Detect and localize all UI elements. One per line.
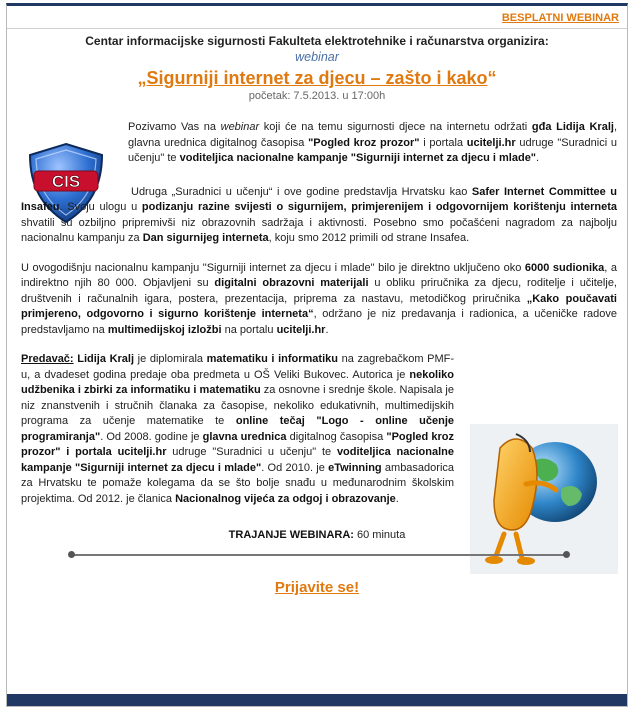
intro-paragraph: Pozivamo Vas na webinar koji će na temu sigurnosti djece na internetu održati gđa Lidija Kralj, glavna urednica digitalnog časopisa "Pogled kroz prozor" i portala ucitelji.hr udruge "Suradnici u učenju" te voditeljica nacionalne kampanje "Sigurniji internet za djecu i mlade".	[128, 121, 618, 164]
header	[7, 29, 627, 102]
organizer-text: Centar informacijske sigurnosti Fakulteta elektrotehnike i računarstva organizira:	[85, 34, 549, 48]
campaign-paragraph: U ovogodišnju nacionalnu kampanju "Sigurniji internet za djecu i mlade" bilo je direktno uključeno oko 6000 sudionika, a indirektno njih 80 000. Objavljeni su digitalni obrazovni materijali u obliku priručnika za djecu, roditelje i učitelje, društvenih i računalnih igara, postera, prezentacija, priprema za nastavu, metodičkog priručnika „Kako poučavati primjereno, odgovorno i sigurno korištenje interneta“, održano je niz predavanja i radionica, a učeničke radove predstavljamo na multimedijskoj izložbi na portalu ucitelji.hr.	[21, 261, 618, 336]
divider-dot-left	[68, 551, 75, 558]
title-open-quote: „	[137, 68, 147, 88]
signup-section	[7, 579, 627, 597]
newsletter-frame	[6, 3, 628, 707]
association-paragraph: Udruga „Suradnici u učenju“ i ove godine predstavlja Hrvatsku kao Safer Internet Committee u Insafeu. Svoju ulogu u podizanju razine svijesti o sigurnijem, primjerenijem i odgovornijem korištenju interneta shvatili su ozbiljno pripremivši niz obrazovnih sadržaja i aktivnosti. Posebno smo počašćeni nagradom za najbolju nacionalnu kampanju za Dan sigurnijeg interneta, koju smo 2012 primili od strane Insafea.	[21, 185, 617, 244]
page-title	[7, 68, 627, 89]
title-close-quote: “	[487, 68, 497, 88]
free-webinar-link[interactable]: BESPLATNI WEBINAR	[501, 12, 619, 24]
duration-label: TRAJANJE WEBINARA:	[228, 529, 354, 541]
presenter-paragraph: Predavač: Lidija Kralj je diplomirala matematiku i informatiku na zagrebačkom PMF-u, a dvadeset godina predaje oba predmeta u OŠ Veliki Bukovec. Autorica je nekoliko udžbenika i zbirki za informatiku i matematiku za osnovne i srednje škole. Napisala je niz znanstvenih i stručnih članaka za časopise, nekoliko edukativnih, multimedijskih programa za učenje matematike te online tečaj "Logo - online učenje programiranja". Od 2008. godine je glavna urednica digitalnog časopisa "Pogled kroz prozor" i portala ucitelji.hr udruge "Suradnici u učenju" te voditeljica nacionalne kampanje "Sigurniji internet za djecu i mlade". Od 2010. je eTwinning ambasadorica za Hrvatsku te pomaže kolegama da se što bolje snađu u međunarodnim školskim projektima. Od 2012. je članica Nacionalnog vijeća za odgoj i obrazovanje.	[21, 353, 455, 505]
divider	[71, 549, 567, 561]
top-bar	[7, 6, 627, 29]
start-date: početak: 7.5.2013. u 17:00h	[248, 90, 386, 102]
presenter-label: Predavač:	[21, 353, 74, 365]
footer-bar	[7, 694, 627, 706]
divider-dot-right	[563, 551, 570, 558]
logo-text: CIS	[51, 172, 81, 191]
webinar-label: webinar	[295, 50, 339, 64]
signup-link[interactable]: Prijavite se!	[274, 579, 360, 596]
duration-value: 60 minuta	[353, 529, 406, 541]
title-text[interactable]: Sigurniji internet za djecu – zašto i kako	[146, 68, 488, 88]
